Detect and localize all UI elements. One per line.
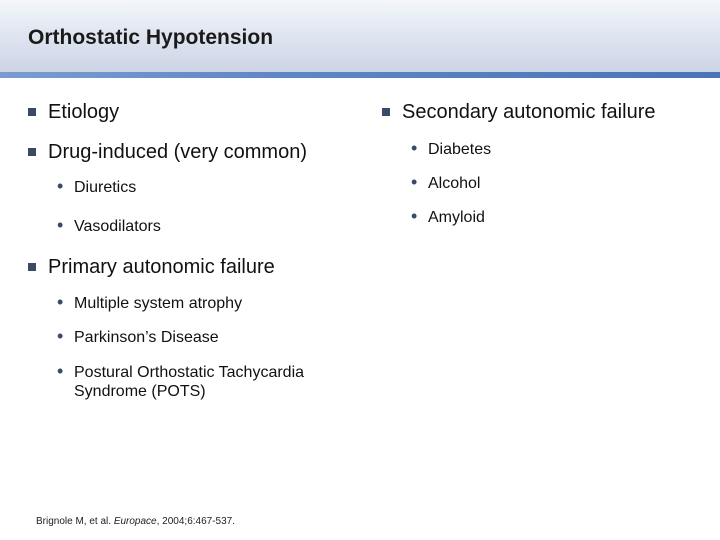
right-bullet-secondary-failure-text: Secondary autonomic failure xyxy=(402,101,656,123)
slide-title: Orthostatic Hypotension xyxy=(28,26,274,49)
dot-bullet-icon: • xyxy=(411,206,418,226)
left-bullet-etiology xyxy=(48,101,119,124)
square-bullet-icon xyxy=(28,263,36,271)
sub-bullet-amyloid xyxy=(411,206,485,227)
dot-bullet-icon: • xyxy=(57,326,64,346)
sub-bullet-amyloid-text: Amyloid xyxy=(428,209,485,226)
sub-bullet-vasodilators xyxy=(57,215,161,236)
sub-bullet-diuretics xyxy=(57,176,137,197)
sub-bullet-pots xyxy=(57,361,305,401)
sub-bullet-diabetes xyxy=(411,138,492,159)
dot-bullet-icon: • xyxy=(57,361,64,381)
citation-journal: Europace xyxy=(113,516,157,527)
header-rule xyxy=(0,72,720,78)
sub-bullet-diuretics-text: Diuretics xyxy=(74,179,137,196)
sub-bullet-msa-text: Multiple system atrophy xyxy=(74,295,243,312)
square-bullet-icon xyxy=(28,108,36,116)
dot-bullet-icon: • xyxy=(411,172,418,192)
left-bullet-drug-induced xyxy=(48,141,307,164)
sub-bullet-vasodilators-text: Vasodilators xyxy=(74,218,161,235)
right-bullet-secondary-failure xyxy=(402,101,655,124)
square-bullet-icon xyxy=(382,108,390,116)
sub-bullet-alcohol xyxy=(411,172,481,193)
dot-bullet-icon: • xyxy=(411,138,418,158)
citation-prefix: Brignole M, et al. xyxy=(36,516,114,527)
dot-bullet-icon: • xyxy=(57,292,64,312)
sub-bullet-alcohol-text: Alcohol xyxy=(428,175,481,192)
sub-bullet-diabetes-text: Diabetes xyxy=(428,141,492,158)
dot-bullet-icon: • xyxy=(57,215,64,235)
sub-bullet-pots-line2: Syndrome (POTS) xyxy=(74,383,206,400)
left-bullet-primary-failure-text: Primary autonomic failure xyxy=(48,256,275,278)
sub-bullet-parkinsons-text: Parkinson’s Disease xyxy=(74,329,219,346)
left-bullet-etiology-text: Etiology xyxy=(48,101,120,123)
dot-bullet-icon: • xyxy=(57,176,64,196)
left-bullet-primary-failure xyxy=(48,256,275,279)
citation xyxy=(36,516,235,527)
sub-bullet-msa xyxy=(57,292,243,313)
sub-bullet-pots-line1: Postural Orthostatic Tachycardia xyxy=(74,364,305,381)
sub-bullet-parkinsons xyxy=(57,326,219,347)
citation-suffix: , 2004;6:467-537. xyxy=(156,516,236,527)
left-bullet-drug-induced-text: Drug-induced (very common) xyxy=(48,141,307,163)
square-bullet-icon xyxy=(28,148,36,156)
